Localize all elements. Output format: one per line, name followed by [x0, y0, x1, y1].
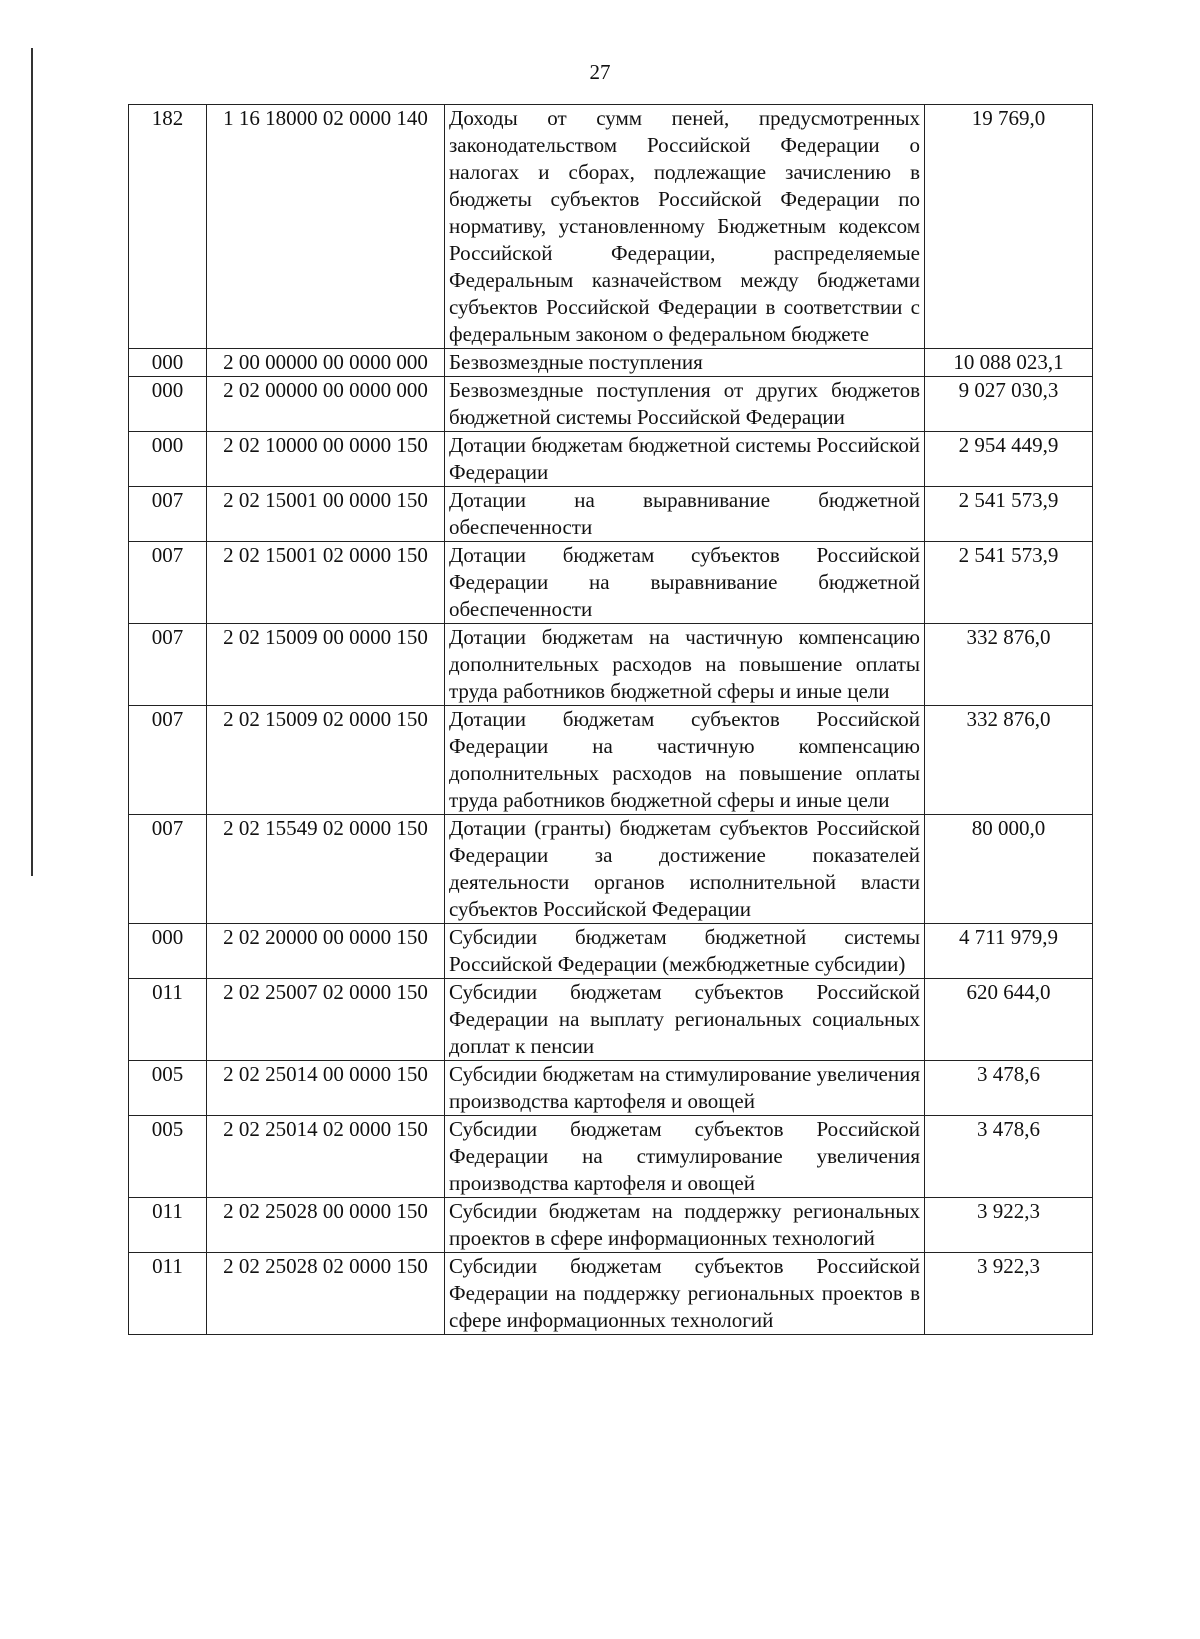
amount-cell: 3 478,6	[925, 1116, 1093, 1198]
table-row	[129, 542, 1093, 624]
revenue-name-cell: Дотации бюджетам на частичную компенсацию дополнительных расходов на повышение оплаты труда работников бюджетной сферы и иные цели	[445, 624, 925, 706]
revenue-name-cell: Субсидии бюджетам на стимулирование увеличения производства картофеля и овощей	[445, 1061, 925, 1116]
amount-cell: 2 541 573,9	[925, 542, 1093, 624]
admin-code-cell: 000	[129, 924, 207, 979]
admin-code-cell: 011	[129, 979, 207, 1061]
amount-cell: 3 922,3	[925, 1253, 1093, 1335]
admin-code-cell: 000	[129, 349, 207, 377]
page-number: 27	[589, 60, 611, 84]
admin-code-cell: 011	[129, 1198, 207, 1253]
revenue-name-cell: Дотации на выравнивание бюджетной обеспеченности	[445, 487, 925, 542]
amount-cell: 2 954 449,9	[925, 432, 1093, 487]
budget-classification-code-cell: 2 02 25007 02 0000 150	[207, 979, 445, 1061]
amount-cell: 9 027 030,3	[925, 377, 1093, 432]
budget-classification-code-cell: 2 02 15009 00 0000 150	[207, 624, 445, 706]
amount-cell: 10 088 023,1	[925, 349, 1093, 377]
revenue-name-cell: Субсидии бюджетам бюджетной системы Российской Федерации (межбюджетные субсидии)	[445, 924, 925, 979]
budget-classification-code-cell: 2 02 10000 00 0000 150	[207, 432, 445, 487]
budget-classification-code-cell: 1 16 18000 02 0000 140	[207, 105, 445, 349]
admin-code-cell: 007	[129, 487, 207, 542]
revenue-name-cell: Дотации бюджетам субъектов Российской Федерации на выравнивание бюджетной обеспеченности	[445, 542, 925, 624]
revenue-name-cell: Дотации (гранты) бюджетам субъектов Российской Федерации за достижение показателей деятельности органов исполнительной власти субъектов Российской Федерации	[445, 815, 925, 924]
revenue-name-cell: Безвозмездные поступления	[445, 349, 925, 377]
budget-classification-code-cell: 2 02 25028 02 0000 150	[207, 1253, 445, 1335]
revenue-name-cell: Субсидии бюджетам субъектов Российской Федерации на поддержку региональных проектов в сфере информационных технологий	[445, 1253, 925, 1335]
admin-code-cell: 007	[129, 815, 207, 924]
budget-classification-code-cell: 2 02 25014 02 0000 150	[207, 1116, 445, 1198]
admin-code-cell: 011	[129, 1253, 207, 1335]
revenue-name-cell: Субсидии бюджетам субъектов Российской Федерации на стимулирование увеличения производства картофеля и овощей	[445, 1116, 925, 1198]
budget-classification-code-cell: 2 02 15549 02 0000 150	[207, 815, 445, 924]
admin-code-cell: 005	[129, 1061, 207, 1116]
budget-revenue-table	[128, 104, 1093, 1335]
table-row	[129, 377, 1093, 432]
revenue-name-cell: Субсидии бюджетам на поддержку региональных проектов в сфере информационных технологий	[445, 1198, 925, 1253]
table-row	[129, 349, 1093, 377]
amount-cell: 332 876,0	[925, 624, 1093, 706]
budget-classification-code-cell: 2 02 00000 00 0000 000	[207, 377, 445, 432]
amount-cell: 3 922,3	[925, 1198, 1093, 1253]
table-row	[129, 706, 1093, 815]
budget-classification-code-cell: 2 02 15001 00 0000 150	[207, 487, 445, 542]
amount-cell: 332 876,0	[925, 706, 1093, 815]
revenue-name-cell: Доходы от сумм пеней, предусмотренных законодательством Российской Федерации о налогах и сборах, подлежащие зачислению в бюджеты субъектов Российской Федерации по нормативу, установленному Бюджетным кодексом Российской Федерации, распределяемые Федеральным казначейством между бюджетами субъектов Российской Федерации в соответствии с федеральным законом о федеральном бюджете	[445, 105, 925, 349]
amount-cell: 2 541 573,9	[925, 487, 1093, 542]
budget-classification-code-cell: 2 02 25028 00 0000 150	[207, 1198, 445, 1253]
admin-code-cell: 000	[129, 377, 207, 432]
table-row	[129, 624, 1093, 706]
revenue-name-cell: Субсидии бюджетам субъектов Российской Федерации на выплату региональных социальных доплат к пенсии	[445, 979, 925, 1061]
table-row	[129, 815, 1093, 924]
revenue-name-cell: Дотации бюджетам субъектов Российской Федерации на частичную компенсацию дополнительных расходов на повышение оплаты труда работников бюджетной сферы и иные цели	[445, 706, 925, 815]
admin-code-cell: 007	[129, 624, 207, 706]
admin-code-cell: 182	[129, 105, 207, 349]
table-row	[129, 1253, 1093, 1335]
table-row	[129, 924, 1093, 979]
budget-classification-code-cell: 2 02 15009 02 0000 150	[207, 706, 445, 815]
amount-cell: 3 478,6	[925, 1061, 1093, 1116]
budget-classification-code-cell: 2 02 15001 02 0000 150	[207, 542, 445, 624]
table-row	[129, 1061, 1093, 1116]
budget-classification-code-cell: 2 02 20000 00 0000 150	[207, 924, 445, 979]
table-row	[129, 979, 1093, 1061]
revenue-name-cell: Безвозмездные поступления от других бюджетов бюджетной системы Российской Федерации	[445, 377, 925, 432]
table-row	[129, 487, 1093, 542]
amount-cell: 80 000,0	[925, 815, 1093, 924]
amount-cell: 19 769,0	[925, 105, 1093, 349]
budget-classification-code-cell: 2 00 00000 00 0000 000	[207, 349, 445, 377]
revenue-name-cell: Дотации бюджетам бюджетной системы Российской Федерации	[445, 432, 925, 487]
admin-code-cell: 000	[129, 432, 207, 487]
table-row	[129, 105, 1093, 349]
binding-margin-line	[31, 48, 33, 876]
table-row	[129, 1116, 1093, 1198]
table-row	[129, 1198, 1093, 1253]
table-row	[129, 432, 1093, 487]
admin-code-cell: 007	[129, 706, 207, 815]
admin-code-cell: 005	[129, 1116, 207, 1198]
budget-classification-code-cell: 2 02 25014 00 0000 150	[207, 1061, 445, 1116]
admin-code-cell: 007	[129, 542, 207, 624]
amount-cell: 4 711 979,9	[925, 924, 1093, 979]
amount-cell: 620 644,0	[925, 979, 1093, 1061]
